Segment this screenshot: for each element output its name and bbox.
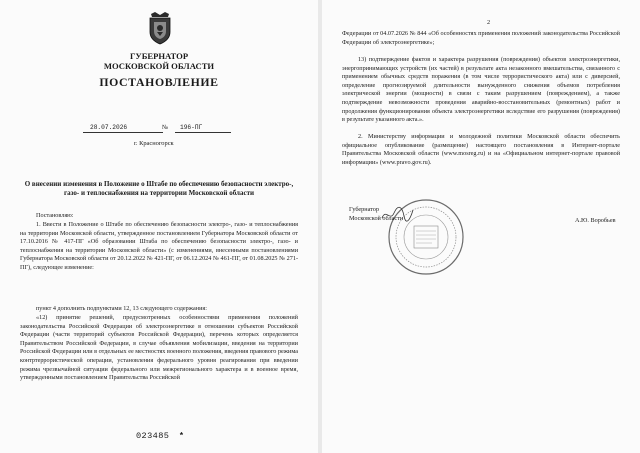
issuer-line-1: ГУБЕРНАТОР bbox=[129, 51, 189, 61]
paragraph-1: 1. Ввести в Положение о Штабе по обеспечению безопасности электро-, газо- и теплоснабжения на территории Московской области, утвержденное постановлением Губернатора Московской области от 17.10.2016 № 417-ПГ «Об образовании Штаба по обеспечению безопасности электро-, газо- и теплоснабжения на территории Московской области» (с изменениями, внесенными постановлениями Губернатора Московской области от 20.12.2022 № 421-ПГ, от 06.12.2024 № 461-ПГ, от 01.08.2025 № 271-ПГ), следующее изменение: bbox=[20, 221, 298, 271]
paragraph-2: 2. Министерству информации и молодежной политики Московской области обеспечить официальное опубликование (размещение) настоящего постановления в Интернет-портале Правительства Московской области (www.mosreg.ru) и на «Официальном интернет-портале правовой информации» (www.pravo.gov.ru). bbox=[342, 133, 620, 166]
issuer-header bbox=[40, 51, 278, 71]
coat-of-arms-emblem bbox=[147, 11, 173, 45]
subpoint-12-continued: Федерации от 04.07.2026 № 844 «Об особенностях применения положений законодательства Российской Федерации об электроэнергетике»; bbox=[342, 30, 620, 46]
document-type: ПОСТАНОВЛЕНИЕ bbox=[99, 75, 219, 89]
page-number: 2 bbox=[487, 19, 491, 26]
place-of-issue: г. Красногорск bbox=[134, 140, 174, 147]
signatory-title-line-1: Губернатор bbox=[349, 206, 379, 213]
decree-subject: О внесении изменения в Положение о Штабе по обеспечению безопасности электро-, газо- и теплоснабжения на территории Московской области bbox=[24, 180, 294, 198]
subpoint-13: 13) подтверждение фактов и характера разрушения (повреждения) объектов электроэнергетики, энергопринимающих устройств (их частей) в результате акта незаконного вмешательства, связанного с применением обычных средств поражения (в том числе террористического акта) или с диверсией, определение прогнозируемой длительности вынужденного снижения объемов потребления электрической энергии (мощности) в связи с таким разрушением (повреждением), а также подтверждение невозможности проведения аварийно-восстановительных (ремонтных) работ и продолжения функционирования объекта электроэнергетики вследствие его разрушения (повреждения) в результате указанного акта.». bbox=[342, 56, 620, 124]
signatory-name: А.Ю. Воробьев bbox=[575, 217, 616, 224]
serial-digits: 023485 bbox=[136, 431, 170, 441]
decree-number: 196-ПГ bbox=[180, 124, 203, 131]
resolve-line: Постановляю: bbox=[36, 212, 74, 219]
number-sign: № bbox=[162, 124, 169, 131]
subpoint-12: «12) принятие решений, предусмотренных особенностями применения положений законодательства Российской Федерации об электроэнергетике в отношении субъектов Российской Федерации (части территорий субъектов Российской Федерации), перечень которых определяется Правительством Российской Федерации, в случае объявления мобилизации, введения на территории Российской Федерации или в отдельных ее местностях военного положения, введения правового режима контртеррористической операции, установления федерального уровня реагирования при введении режима чрезвычайной ситуации федерального или межрегионального характера и в военное время, утвержденными постановлением Правительства Российской bbox=[20, 314, 298, 382]
page-1 bbox=[0, 0, 318, 453]
issuer-line-2: МОСКОВСКОЙ ОБЛАСТИ bbox=[103, 61, 215, 71]
signatory-title bbox=[349, 206, 403, 223]
serial-mark: * bbox=[178, 431, 185, 441]
form-serial-number bbox=[136, 431, 184, 441]
decree-date: 28.07.2026 bbox=[90, 124, 128, 131]
signatory-title-line-2: Московской области bbox=[349, 214, 404, 222]
page-2 bbox=[322, 0, 640, 453]
amendment-intro: пункт 4 дополнить подпунктами 12, 13 следующего содержания: bbox=[36, 305, 207, 312]
